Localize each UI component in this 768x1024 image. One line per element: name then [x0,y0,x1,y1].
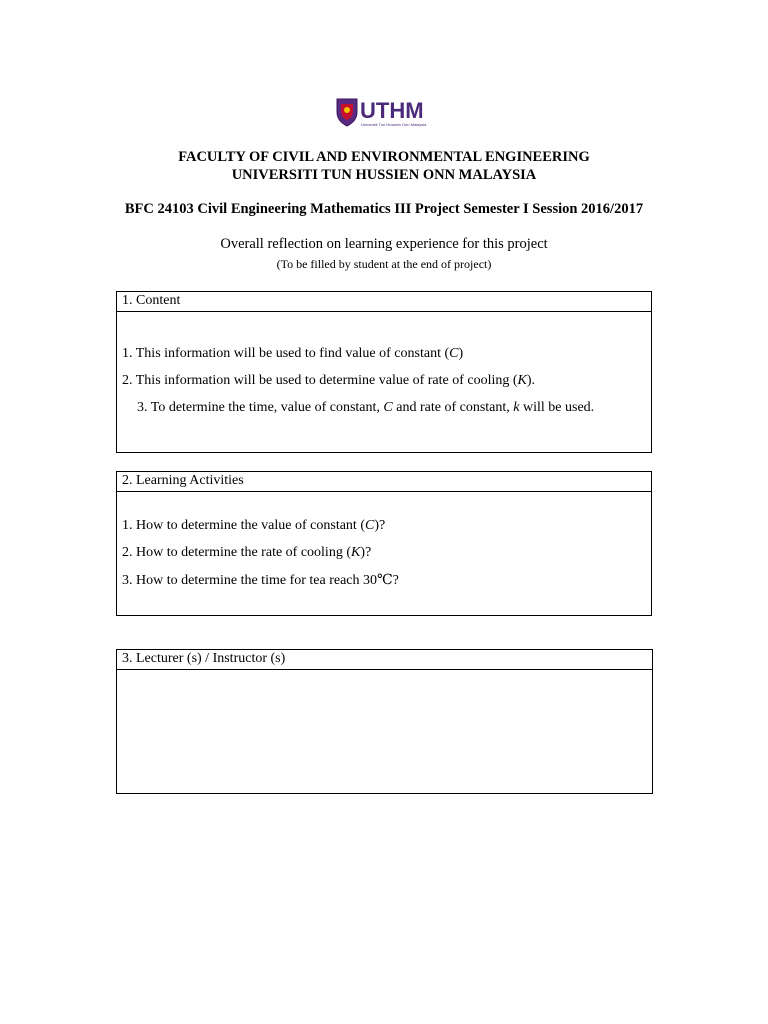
reflection-title: Overall reflection on learning experience for this project [220,236,548,252]
university-heading: UNIVERSITI TUN HUSSIEN ONN MALAYSIA [231,167,537,183]
lecturer-section [116,649,653,794]
content-item-1: 1. This information will be used to find value of constant (C) [122,346,464,361]
content-section-title: 1. Content [117,292,651,312]
course-title: BFC 24103 Civil Engineering Mathematics III Project Semester I Session 2016/2017 [124,201,644,217]
content-section [116,291,652,453]
learning-item-3: 3. How to determine the time for tea reach 30℃? [122,573,399,588]
logo-subtitle: Universiti Tun Hussein Onn Malaysia [361,122,427,127]
learning-item-2: 2. How to determine the rate of cooling (K)? [122,545,372,560]
reflection-note: (To be filled by student at the end of project) [276,257,492,271]
learning-item-1: 1. How to determine the value of constant (C)? [122,518,386,533]
logo-text: UTHM [360,98,424,123]
content-item-2: 2. This information will be used to determine value of rate of cooling (K). [122,373,536,388]
learning-section [116,471,652,616]
learning-section-title: 2. Learning Activities [117,472,651,492]
lecturer-section-title: 3. Lecturer (s) / Instructor (s) [117,650,652,670]
content-item-3: 3. To determine the time, value of constant, C and rate of constant, k will be used. [137,400,595,415]
faculty-heading: FACULTY OF CIVIL AND ENVIRONMENTAL ENGINEERING [178,149,590,165]
uthm-logo [336,96,436,128]
